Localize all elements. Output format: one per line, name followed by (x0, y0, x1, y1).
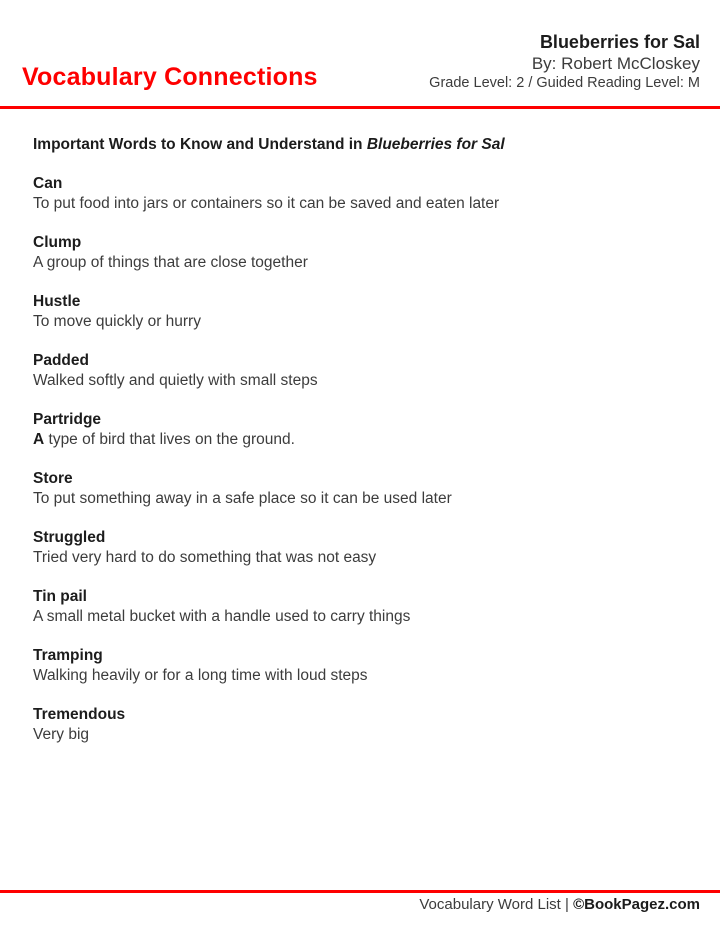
vocab-definition (33, 194, 690, 214)
book-author: By: Robert McCloskey (531, 54, 700, 73)
vocab-definition (33, 607, 690, 627)
vocab-definition-text: A small metal bucket with a handle used to carry things (33, 608, 411, 625)
vocab-definition-text: Walking heavily or for a long time with loud steps (33, 667, 368, 684)
vocab-definition (33, 548, 690, 568)
vocab-entry (33, 646, 690, 686)
vocab-word: Partridge (33, 411, 102, 428)
vocab-entry (33, 292, 690, 332)
section-heading-book-title: Blueberries for Sal (366, 136, 505, 153)
vocab-definition-text: A group of things that are close together (33, 254, 308, 271)
vocab-definition (33, 430, 690, 450)
vocab-word: Tin pail (33, 588, 87, 605)
vocab-word: Struggled (33, 529, 106, 546)
vocab-entry (33, 351, 690, 391)
vocab-list (33, 174, 690, 745)
vocab-definition (33, 312, 690, 332)
vocab-content (33, 135, 690, 764)
vocab-definition-text: To put food into jars or containers so it can be saved and eaten later (33, 195, 500, 212)
vocab-entry (33, 469, 690, 509)
vocab-definition (33, 666, 690, 686)
vocab-definition-text: To put something away in a safe place so it can be used later (33, 490, 452, 507)
book-title: Blueberries for Sal (539, 32, 700, 52)
vocab-word: Tremendous (33, 706, 126, 723)
grade-level: Grade Level: 2 / Guided Reading Level: M (429, 75, 700, 91)
vocab-definition-text: Very big (33, 726, 90, 743)
vocab-entry (33, 528, 690, 568)
footer-divider (0, 890, 720, 893)
header-divider (0, 106, 720, 109)
vocab-entry (33, 233, 690, 273)
vocab-word: Hustle (33, 293, 81, 310)
vocab-entry (33, 705, 690, 745)
vocab-word: Store (33, 470, 73, 487)
vocab-definition-text: type of bird that lives on the ground. (44, 431, 295, 448)
vocab-definition-text: To move quickly or hurry (33, 313, 201, 330)
header-book-info (429, 31, 700, 93)
vocab-definition-text: Walked softly and quietly with small steps (33, 372, 318, 389)
vocab-word: Padded (33, 352, 89, 369)
vocab-definition-text: Tried very hard to do something that was not easy (33, 549, 377, 566)
vocab-word: Clump (33, 234, 82, 251)
footer-brand: ©BookPagez.com (573, 896, 700, 913)
vocab-definition (33, 725, 690, 745)
footer (419, 895, 700, 915)
vocab-word: Can (33, 175, 63, 192)
footer-label: Vocabulary Word List | (419, 896, 574, 913)
section-heading (33, 135, 690, 155)
vocab-definition (33, 371, 690, 391)
vocab-entry (33, 410, 690, 450)
section-heading-text: Important Words to Know and Understand in (33, 136, 367, 153)
vocab-definition (33, 489, 690, 509)
vocab-entry (33, 587, 690, 627)
vocab-definition (33, 253, 690, 273)
vocab-definition-bold-prefix: A (33, 431, 45, 448)
vocab-word: Tramping (33, 647, 103, 664)
vocab-entry (33, 174, 690, 214)
page-title: Vocabulary Connections (22, 63, 318, 91)
